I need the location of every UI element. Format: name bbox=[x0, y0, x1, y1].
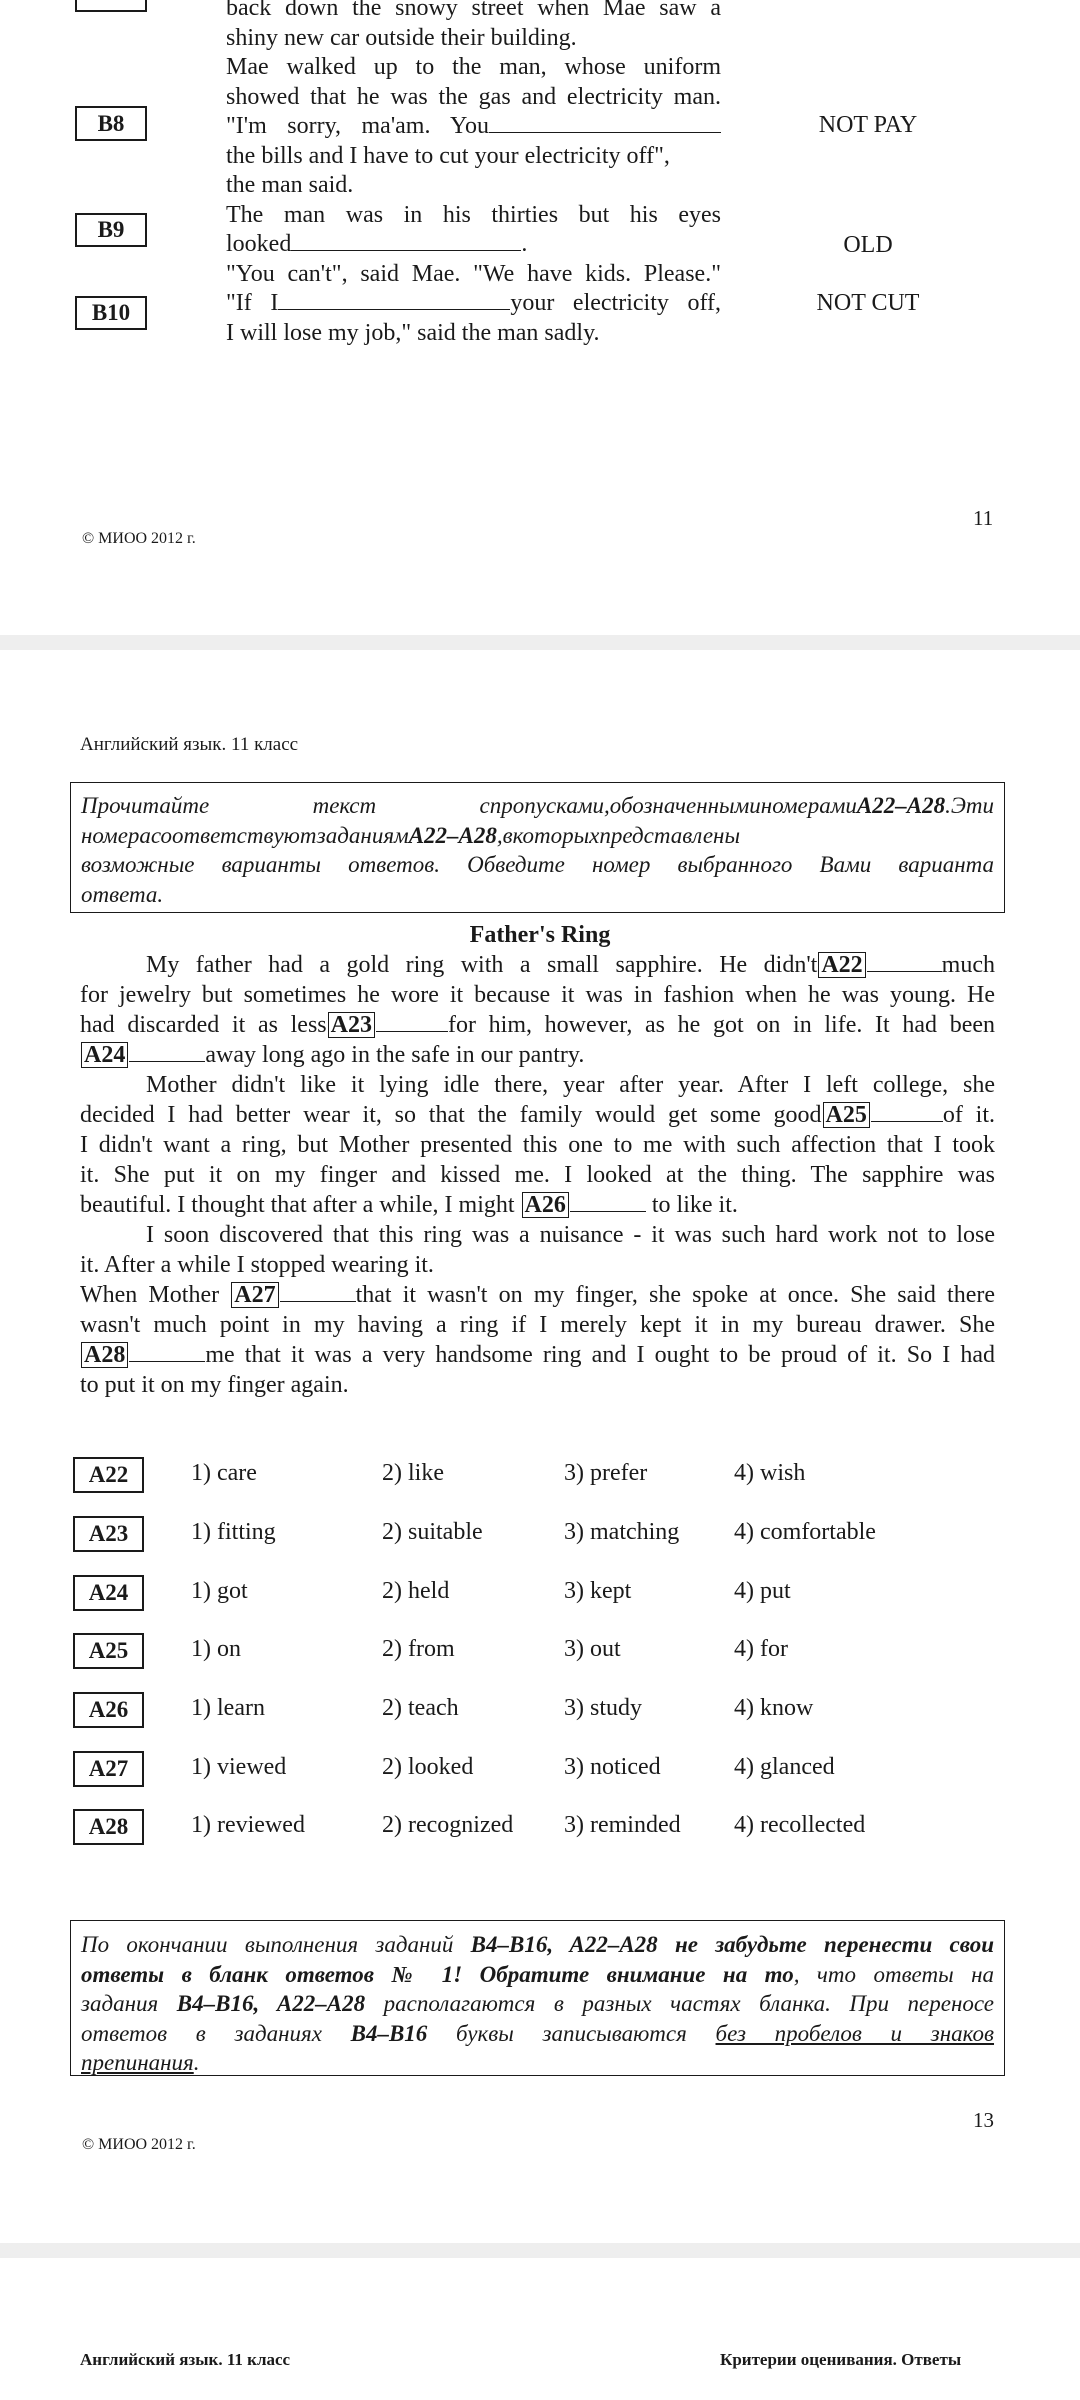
answer-option[interactable]: 4) wish bbox=[734, 1460, 806, 1486]
instruction-line: ответа. bbox=[81, 881, 164, 907]
answer-option[interactable]: 1) on bbox=[191, 1636, 241, 1662]
page-number: 13 bbox=[973, 2108, 994, 2132]
question-number-box: A26 bbox=[73, 1692, 144, 1728]
text-line: "You can't", said Mae. "We have kids. Please." bbox=[226, 260, 721, 287]
answer-option[interactable]: 2) from bbox=[382, 1636, 455, 1662]
text-line: back down the snowy street when Mae saw a bbox=[226, 0, 721, 21]
answer-option[interactable]: 4) put bbox=[734, 1578, 791, 1604]
answer-option[interactable]: 3) reminded bbox=[564, 1812, 681, 1838]
answer-option[interactable]: 1) learn bbox=[191, 1695, 265, 1721]
answer-option[interactable]: 4) know bbox=[734, 1695, 814, 1721]
answer-option[interactable]: 1) fitting bbox=[191, 1519, 276, 1545]
gap-marker-a22: A22 bbox=[818, 952, 865, 978]
question-number-box: A22 bbox=[73, 1457, 144, 1493]
answer-word-b9: OLD bbox=[843, 232, 893, 258]
page-11 bbox=[0, 0, 1080, 635]
text-line: the bills and I have to cut your electricity off", bbox=[226, 142, 670, 169]
answer-option[interactable]: 3) kept bbox=[564, 1578, 632, 1604]
answer-option[interactable]: 3) matching bbox=[564, 1519, 680, 1545]
question-row-a26 bbox=[73, 1692, 973, 1728]
answer-option[interactable]: 2) teach bbox=[382, 1695, 459, 1721]
page-13 bbox=[0, 650, 1080, 2243]
answer-option[interactable]: 2) looked bbox=[382, 1754, 474, 1780]
answer-option[interactable]: 4) recollected bbox=[734, 1812, 866, 1838]
copyright: © МИОО 2012 г. bbox=[82, 2136, 196, 2153]
answer-option[interactable]: 4) comfortable bbox=[734, 1519, 876, 1545]
question-row-a25 bbox=[73, 1633, 973, 1669]
gap-marker-a28: A28 bbox=[81, 1342, 128, 1368]
gap-marker-a27: A27 bbox=[231, 1282, 278, 1308]
text-line: "I'm sorry, ma'am. You bbox=[226, 112, 721, 142]
page-header-left: Английский язык. 11 класс bbox=[80, 2350, 291, 2369]
answer-option[interactable]: 1) care bbox=[191, 1460, 257, 1486]
question-number-box: A25 bbox=[73, 1633, 144, 1669]
answer-option[interactable]: 2) like bbox=[382, 1460, 444, 1486]
instruction-box bbox=[70, 782, 1005, 913]
answer-option[interactable]: 4) glanced bbox=[734, 1754, 835, 1780]
question-number-box: A27 bbox=[73, 1751, 144, 1787]
question-row-a22 bbox=[73, 1457, 973, 1493]
text-line: shiny new car outside their building. bbox=[226, 24, 577, 51]
instruction-line: Прочитайте текст спропусками,обозначенныминомерамиA22–A28.Эти bbox=[81, 793, 994, 818]
answer-option[interactable]: 4) for bbox=[734, 1636, 788, 1662]
exercise-b-text bbox=[226, 0, 721, 348]
gap-marker-a23: A23 bbox=[328, 1012, 375, 1038]
instruction-line: возможные варианты ответов. Обведите номер выбранного Вами варианта bbox=[81, 852, 994, 877]
answer-blank bbox=[291, 230, 521, 251]
text-line: "If I your electricity off, bbox=[226, 290, 721, 316]
page-header: Английский язык. 11 класс bbox=[80, 734, 299, 755]
gap-marker-a24: A24 bbox=[81, 1042, 128, 1068]
answer-option[interactable]: 1) reviewed bbox=[191, 1812, 305, 1838]
question-number-box: A23 bbox=[73, 1516, 144, 1552]
answer-blank bbox=[489, 112, 721, 133]
question-row-a23 bbox=[73, 1516, 973, 1552]
answer-option[interactable]: 2) suitable bbox=[382, 1519, 483, 1545]
gap-marker-a26: A26 bbox=[522, 1192, 569, 1218]
story-text: My father had a gold ring with a small sapphire. He didn't A22 much for jewelry but sometimes he wore it because it was in fashion when he was young. He had discarded it as less A23 for him, however, as he got on in life. It had been A24 away long ago in the safe in our pantry. Mother didn't like it lying idle there, year after year. After I left college, she decided I had better wear it, so that the family would get some good A25 of it. I didn't want a ring, but Mother presented this one to me with such affection that I took it. She put it on my finger and kissed me. I looked at the thing. The sapphire was beautiful. I thought that after a while, I might A26 to like it. I soon discovered that this ring was a nuisance - it was such hard work not to lose it. After a while I stopped wearing it. When Mother A27 that it wasn't on my finger, she spoke at once. She said there wasn't much point in my having a ring if I merely kept it in my bureau drawer. She A28 me that it was a very handsome ring and I ought to be proud of it. So I had to put it on my finger again. bbox=[80, 952, 996, 1398]
answer-option[interactable]: 3) study bbox=[564, 1695, 642, 1721]
text-line: The man was in his thirties but his eyes bbox=[226, 201, 721, 228]
text-title: Father's Ring bbox=[469, 922, 611, 948]
answer-option[interactable]: 3) noticed bbox=[564, 1754, 661, 1780]
text-line: Mae walked up to the man, whose uniform bbox=[226, 54, 721, 80]
question-number-box-b10: B10 bbox=[75, 296, 147, 330]
page-number: 11 bbox=[973, 506, 994, 530]
text-line: showed that he was the gas and electricity man. bbox=[226, 83, 721, 110]
text-line: I will lose my job," said the man sadly. bbox=[226, 319, 600, 346]
answer-word-b8: NOT PAY bbox=[818, 112, 918, 138]
copyright: © МИОО 2012 г. bbox=[82, 530, 196, 547]
text-line: the man said. bbox=[226, 172, 354, 198]
answer-option[interactable]: 3) out bbox=[564, 1636, 621, 1662]
page-header-right: Критерии оценивания. Ответы bbox=[720, 2350, 962, 2369]
answer-option[interactable]: 2) held bbox=[382, 1578, 450, 1604]
question-number-box-b8: B8 bbox=[75, 106, 147, 141]
question-number-box-b7 bbox=[75, 0, 147, 12]
gap-marker-a25: A25 bbox=[823, 1102, 870, 1128]
instruction-line: номерасоответствуютзаданиямA22–A28,вкоторыхпредставлены bbox=[81, 822, 741, 848]
answers-page bbox=[0, 2258, 1080, 2400]
question-row-a28 bbox=[73, 1809, 973, 1845]
answer-blank bbox=[278, 289, 510, 310]
question-row-a27 bbox=[73, 1751, 973, 1787]
note-box: По окончании выполнения заданий B4–B16, A22–A28 не забудьте перенести свои ответы в бланк ответов № 1! Обратите внимание на то, что ответы на задания B4–B16, A22–A28 располагаются в разных частях бланка. При переносе ответов в заданиях B4–B16 буквы записываются без пробелов и знаков препинания. bbox=[70, 1920, 1005, 2076]
text-line: looked . bbox=[226, 231, 528, 257]
answer-option[interactable]: 1) viewed bbox=[191, 1754, 287, 1780]
question-number-box-b9: B9 bbox=[75, 213, 147, 247]
answer-option[interactable]: 2) recognized bbox=[382, 1812, 514, 1838]
answer-word-b10: NOT CUT bbox=[816, 290, 920, 316]
answer-option[interactable]: 1) got bbox=[191, 1578, 248, 1604]
question-number-box: A28 bbox=[73, 1809, 144, 1845]
question-number-box: A24 bbox=[73, 1575, 144, 1611]
question-row-a24 bbox=[73, 1575, 973, 1611]
answer-option[interactable]: 3) prefer bbox=[564, 1460, 648, 1486]
